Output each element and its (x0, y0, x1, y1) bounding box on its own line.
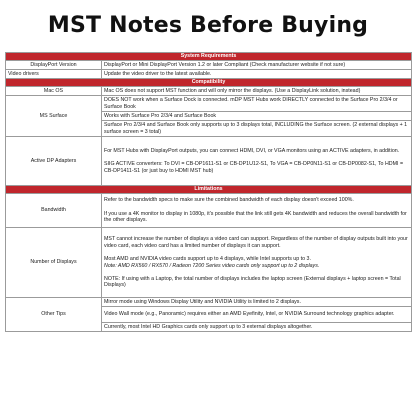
table-row (6, 137, 412, 186)
row-text-active-dp-adapters (102, 137, 412, 186)
row-text-other-tips-3: Currently, most Intel HD Graphics cards only support up to 3 external displays altogether. (102, 323, 412, 332)
row-text-other-tips-2: Video Wall mode (e.g., Panoramic) requires either an AMD Eyefinity, Intel, or NVIDIA Surround technology graphics adapter. (102, 307, 412, 323)
table-row (6, 87, 412, 96)
table-row (6, 194, 412, 228)
displays-para-1: MST cannot increase the number of displays a video card can support. Regardless of the number of display outputs built into your video card, each video card has a limited number of displays it can support. (104, 236, 408, 249)
row-label-other-tips: Other Tips (6, 298, 102, 332)
row-text-ms-surface-3: Surface Pro 2/3/4 and Surface Book only supports up to 3 displays total, INCLUDING the Surface screen. (2 external displays + 1 surface screen = 3 total) (102, 121, 412, 137)
row-text-video-drivers: Update the video driver to the latest available. (102, 70, 412, 79)
active-dp-para-2: SIIG ACTIVE converters: To DVI = CB-DP1611-S1 or CB-DP1U12-S1, To VGA = CB-DP0N11-S1 or CB-DP0082-S1, To HDMI = CB-DP1411-S1 (or just buy to HDMI MST hub) (104, 161, 404, 174)
section-header-row (6, 186, 412, 194)
row-label-active-dp-adapters: Active DP Adapters (6, 137, 102, 186)
row-text-ms-surface-1: DOES NOT work when a Surface Dock is connected. mDP MST Hubs work DIRECTLY connected to the Surface Pro 2/3/4 or Surface Book (102, 96, 412, 112)
row-label-ms-surface: MS Surface (6, 96, 102, 137)
section-limitations: Limitations (6, 186, 412, 194)
section-system-requirements: System Requirements (6, 53, 412, 61)
row-text-displayport-version: DisplayPort or Mini DisplayPort Version 1.2 or later Compliant (Check manufacturer website if not sure) (102, 61, 412, 70)
displays-para-3: NOTE: If using with a Laptop, the total number of displays includes the laptop screen (External displays + laptop screen = Total Displays) (104, 275, 401, 289)
row-text-other-tips-1: Mirror mode using Windows Display Utility and NVIDIA Utility is limited to 2 displays. (102, 298, 412, 307)
section-header-row (6, 53, 412, 61)
active-dp-para-1: For MST Hubs with DisplayPort outputs, you can connect HDMI, DVI, or VGA monitors using an ACTIVE adapters, in addition. (104, 147, 400, 154)
row-label-displayport-version: DisplayPort Version (6, 61, 102, 70)
row-text-number-of-displays (102, 228, 412, 298)
row-label-mac-os: Mac OS (6, 87, 102, 96)
displays-note-text: Note: AMD RX560 / RX570 / Radeon 7200 Series video cards only support up to 2 displays. (104, 262, 320, 269)
row-label-number-of-displays: Number of Displays (6, 228, 102, 298)
row-text-ms-surface-2: Works with Surface Pro 2/3/4 and Surface Book (102, 112, 412, 121)
table-row (6, 70, 412, 79)
table-row (6, 228, 412, 298)
table-row (6, 298, 412, 307)
bandwidth-para-1: Refer to the bandwidth specs to make sure the combined bandwidth of each display doesn't exceed 100%. (104, 197, 354, 204)
row-label-video-drivers: Video drivers (6, 70, 102, 79)
page-title: MST Notes Before Buying (47, 13, 369, 38)
displays-note (104, 263, 409, 270)
bandwidth-para-2: If you use a 4K monitor to display in 1080p, it's possible that the link still gets 4K bandwidth and reduces the overall bandwidth for the other displays. (104, 210, 407, 224)
row-text-mac-os: Mac OS does not support MST function and will only mirror the displays. (Use a DisplayLink solution, instead) (102, 87, 412, 96)
table-row (6, 61, 412, 70)
notes-table (5, 52, 412, 332)
row-label-bandwidth: Bandwidth (6, 194, 102, 228)
row-text-bandwidth (102, 194, 412, 228)
displays-para-2: Most AMD and NVIDIA video cards support up to 4 displays, while Intel supports up to 3. (104, 255, 311, 262)
section-compatibility: Compatibility (6, 79, 412, 87)
section-header-row (6, 79, 412, 87)
table-row (6, 96, 412, 112)
